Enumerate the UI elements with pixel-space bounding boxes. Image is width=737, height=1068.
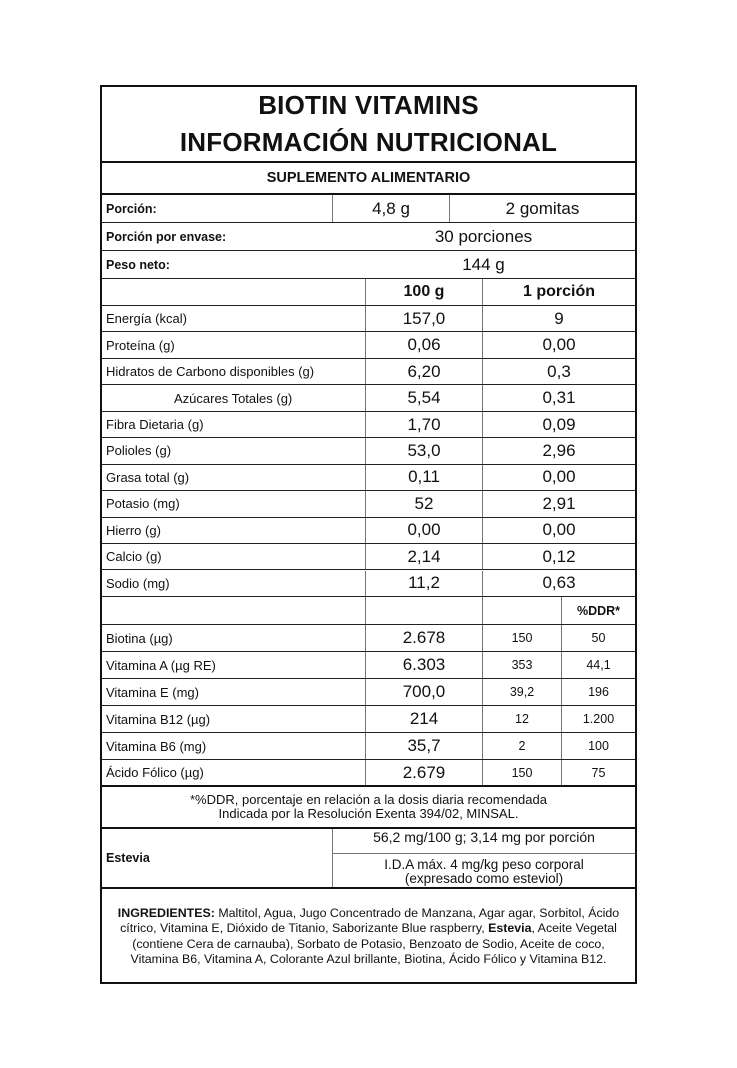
nutrient-portion: 0,09 bbox=[482, 412, 635, 437]
nutrient-portion: 0,00 bbox=[482, 332, 635, 357]
nutrient-row bbox=[102, 465, 635, 491]
vitamin-row bbox=[102, 706, 635, 733]
footnote-row bbox=[102, 787, 635, 829]
ingredients-label: INGREDIENTES: bbox=[117, 905, 215, 920]
stevia-ida-line-1: I.D.A máx. 4 mg/kg peso corporal bbox=[384, 856, 584, 872]
nutrient-portion: 9 bbox=[482, 306, 635, 331]
column-header-row bbox=[102, 279, 635, 306]
nutrient-name: Azúcares Totales (g) bbox=[174, 390, 293, 406]
nutrient-per100: 0,11 bbox=[365, 465, 482, 490]
nutrient-row bbox=[102, 571, 635, 597]
vitamin-per100: 35,7 bbox=[365, 733, 482, 759]
nutrition-label bbox=[100, 85, 637, 984]
vitamin-per100: 700,0 bbox=[365, 679, 482, 705]
nutrient-portion: 2,96 bbox=[482, 438, 635, 463]
vitamin-name: Vitamina B12 (µg) bbox=[106, 711, 211, 727]
nutrient-row bbox=[102, 491, 635, 517]
ingredients-part-2: , Aceite Vegetal (contiene Cera de carnauba), Sorbato de Potasio, Benzoato de Sodio, Aceite de coco, Vitamina B6, Vitamina A, Colorante Azul brillante, Biotina, Ácido Fólico y Vitamina B12. bbox=[130, 921, 617, 966]
nutrient-row bbox=[102, 332, 635, 358]
vitamin-ddr: 100 bbox=[561, 733, 635, 759]
vitamin-ddr: 1.200 bbox=[561, 706, 635, 732]
vitamin-ddr: 50 bbox=[561, 625, 635, 651]
nutrient-per100: 0,06 bbox=[365, 332, 482, 357]
vitamin-row bbox=[102, 625, 635, 652]
vitamin-per100: 2.679 bbox=[365, 760, 482, 785]
ingredients-highlight: Estevia bbox=[488, 921, 532, 935]
vitamin-ddr: 196 bbox=[561, 679, 635, 705]
servings-per-container-label: Porción por envase: bbox=[106, 229, 227, 244]
nutrient-portion: 0,63 bbox=[482, 571, 635, 596]
vitamin-portion: 150 bbox=[482, 760, 561, 785]
nutrient-per100: 0,00 bbox=[365, 518, 482, 543]
nutrient-row bbox=[102, 306, 635, 332]
stevia-row bbox=[102, 829, 635, 889]
nutrient-name: Grasa total (g) bbox=[106, 469, 190, 485]
vitamin-row bbox=[102, 652, 635, 679]
serving-units: 2 gomitas bbox=[449, 195, 635, 222]
ingredients-text bbox=[102, 889, 635, 984]
vitamin-per100: 2.678 bbox=[365, 625, 482, 651]
vitamin-name: Vitamina E (mg) bbox=[106, 684, 199, 700]
nutrient-portion: 0,12 bbox=[482, 544, 635, 569]
vitamin-per100: 6.303 bbox=[365, 652, 482, 678]
nutrient-per100: 157,0 bbox=[365, 306, 482, 331]
serving-row bbox=[102, 195, 635, 223]
nutrient-row bbox=[102, 359, 635, 385]
footnote-line-2: Indicada por la Resolución Exenta 394/02, MINSAL. bbox=[218, 806, 519, 821]
serving-weight: 4,8 g bbox=[332, 195, 449, 222]
nutrient-per100: 5,54 bbox=[365, 385, 482, 410]
nutrient-name: Hidratos de Carbono disponibles (g) bbox=[106, 364, 315, 380]
vitamin-portion: 2 bbox=[482, 733, 561, 759]
category-row bbox=[102, 163, 635, 195]
nutrient-name: Fibra Dietaria (g) bbox=[106, 417, 204, 433]
subtitle-row bbox=[102, 123, 635, 163]
vitamin-portion: 39,2 bbox=[482, 679, 561, 705]
nutrient-per100: 6,20 bbox=[365, 359, 482, 384]
vitamin-portion: 150 bbox=[482, 625, 561, 651]
stevia-ida-line-2: (expresado como esteviol) bbox=[404, 870, 564, 886]
nutrient-name: Proteína (g) bbox=[106, 337, 175, 353]
nutrient-per100: 52 bbox=[365, 491, 482, 516]
nutrient-portion: 0,31 bbox=[482, 385, 635, 410]
ddr-header-row bbox=[102, 597, 635, 625]
ingredients-row bbox=[102, 889, 635, 984]
servings-per-container-row bbox=[102, 223, 635, 251]
per-portion-header: 1 porción bbox=[482, 279, 635, 305]
nutrient-per100: 11,2 bbox=[365, 571, 482, 596]
vitamin-portion: 353 bbox=[482, 652, 561, 678]
vitamin-name: Ácido Fólico (µg) bbox=[106, 765, 204, 780]
nutrient-row bbox=[102, 385, 635, 411]
stevia-amount: 56,2 mg/100 g; 3,14 mg por porción bbox=[333, 829, 635, 854]
vitamin-portion: 12 bbox=[482, 706, 561, 732]
nutrient-name: Hierro (g) bbox=[106, 522, 161, 538]
nutrient-per100: 1,70 bbox=[365, 412, 482, 437]
vitamin-row bbox=[102, 760, 635, 787]
net-weight-value: 144 g bbox=[462, 254, 505, 274]
nutrient-portion: 2,91 bbox=[482, 491, 635, 516]
nutrient-row bbox=[102, 544, 635, 570]
nutrient-per100: 53,0 bbox=[365, 438, 482, 463]
nutrient-name: Energía (kcal) bbox=[106, 311, 187, 327]
net-weight-label: Peso neto: bbox=[106, 257, 170, 272]
nutrient-row bbox=[102, 438, 635, 464]
nutrient-name: Sodio (mg) bbox=[106, 575, 170, 591]
vitamin-row bbox=[102, 679, 635, 706]
nutrient-row bbox=[102, 518, 635, 544]
per100-header: 100 g bbox=[365, 279, 482, 305]
vitamin-per100: 214 bbox=[365, 706, 482, 732]
nutrient-portion: 0,3 bbox=[482, 359, 635, 384]
nutrition-heading: INFORMACIÓN NUTRICIONAL bbox=[179, 126, 558, 157]
nutrient-portion: 0,00 bbox=[482, 465, 635, 490]
category-heading: SUPLEMENTO ALIMENTARIO bbox=[266, 170, 471, 186]
stevia-label: Estevia bbox=[106, 851, 150, 865]
servings-per-container-value: 30 porciones bbox=[434, 226, 533, 246]
serving-label: Porción: bbox=[106, 201, 157, 216]
vitamin-ddr: 44,1 bbox=[561, 652, 635, 678]
nutrient-portion: 0,00 bbox=[482, 518, 635, 543]
nutrient-name: Calcio (g) bbox=[106, 549, 162, 565]
nutrient-name: Potasio (mg) bbox=[106, 496, 180, 512]
ingredients-part-1: Maltitol, Agua, Jugo Concentrado de Manzana, Agar agar, Sorbitol, Ácido cítrico, Vitamina E, Dióxido de Titanio, Saborizante Blue raspberry, bbox=[120, 905, 620, 935]
vitamin-name: Vitamina A (µg RE) bbox=[106, 657, 216, 673]
nutrient-name: Polioles (g) bbox=[106, 443, 172, 459]
vitamin-name: Biotina (µg) bbox=[106, 630, 173, 646]
vitamin-ddr: 75 bbox=[561, 760, 635, 785]
title-row bbox=[102, 87, 635, 123]
vitamin-name: Vitamina B6 (mg) bbox=[106, 738, 207, 754]
nutrient-per100: 2,14 bbox=[365, 544, 482, 569]
net-weight-row bbox=[102, 251, 635, 279]
ddr-header: %DDR* bbox=[561, 597, 635, 624]
nutrient-row bbox=[102, 412, 635, 438]
vitamin-row bbox=[102, 733, 635, 760]
product-title: BIOTIN VITAMINS bbox=[258, 89, 479, 120]
footnote-line-1: *%DDR, porcentaje en relación a la dosis diaria recomendada bbox=[190, 792, 547, 807]
